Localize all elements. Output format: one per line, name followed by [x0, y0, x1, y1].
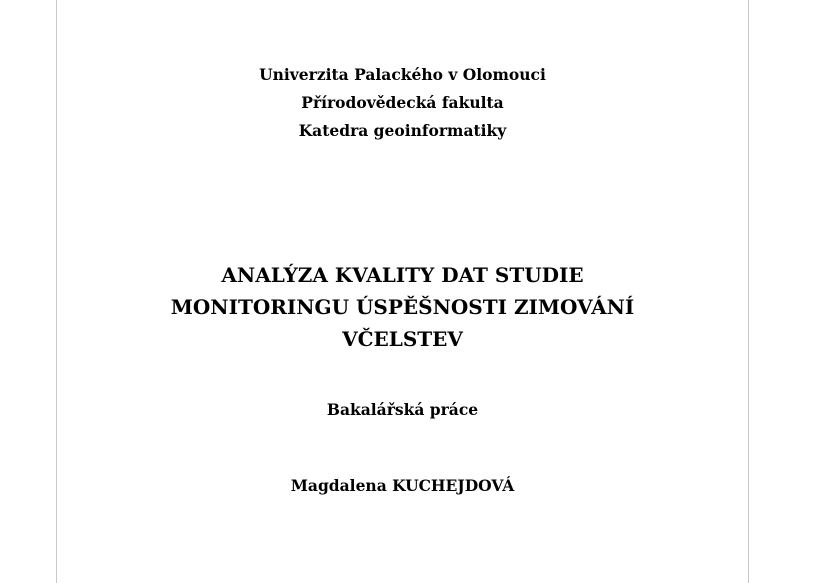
faculty-name: Přírodovědecká fakulta — [301, 93, 504, 112]
document-page — [56, 0, 749, 583]
thesis-title-line-3: VČELSTEV — [342, 327, 463, 351]
thesis-type: Bakalářská práce — [326, 400, 479, 419]
author-name: Magdalena KUCHEJDOVÁ — [290, 476, 515, 495]
thesis-title-line-1: ANALÝZA KVALITY DAT STUDIE — [221, 263, 584, 287]
thesis-title-line-2: MONITORINGU ÚSPĚŠNOSTI ZIMOVÁNÍ — [170, 295, 635, 319]
university-name: Univerzita Palackého v Olomouci — [259, 65, 546, 84]
department-name: Katedra geoinformatiky — [298, 121, 507, 140]
